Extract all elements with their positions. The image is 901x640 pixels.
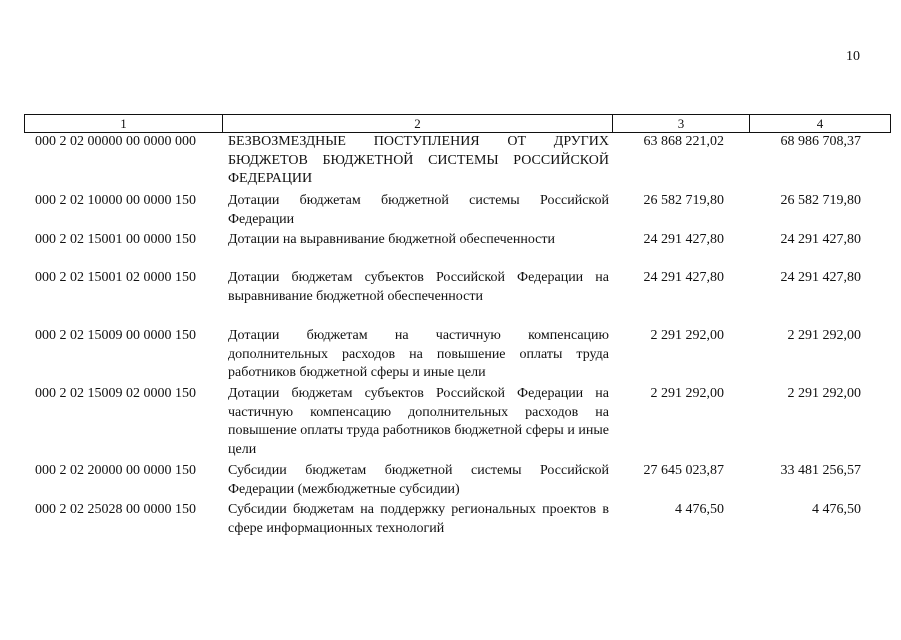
budget-code: 000 2 02 00000 00 0000 000: [35, 134, 196, 149]
value-column-3: 4 476,50: [675, 502, 724, 517]
row-description: Дотации на выравнивание бюджетной обеспеченности: [228, 232, 555, 247]
value-column-4: 24 291 427,80: [780, 270, 861, 285]
column-header-1: 1: [25, 115, 223, 133]
value-column-4: 68 986 708,37: [780, 134, 861, 149]
value-column-4: 4 476,50: [812, 502, 861, 517]
value-column-3: 26 582 719,80: [643, 193, 724, 208]
budget-code: 000 2 02 15009 00 0000 150: [35, 328, 196, 343]
budget-code: 000 2 02 15009 02 0000 150: [35, 386, 196, 401]
value-column-4: 2 291 292,00: [787, 328, 861, 343]
row-description: Дотации бюджетам бюджетной системы Российской Федерации: [228, 193, 609, 227]
value-column-4: 24 291 427,80: [780, 232, 861, 247]
value-column-3: 63 868 221,02: [643, 134, 724, 149]
column-header-4: 4: [750, 115, 891, 133]
row-description: Субсидии бюджетам на поддержку региональных проектов в сфере информационных технологий: [228, 502, 609, 536]
budget-code: 000 2 02 25028 00 0000 150: [35, 502, 196, 517]
value-column-4: 26 582 719,80: [780, 193, 861, 208]
budget-code: 000 2 02 10000 00 0000 150: [35, 193, 196, 208]
value-column-3: 24 291 427,80: [643, 270, 724, 285]
column-header-row: [24, 114, 891, 133]
value-column-4: 2 291 292,00: [787, 386, 861, 401]
row-description: БЕЗВОЗМЕЗДНЫЕ ПОСТУПЛЕНИЯ ОТ ДРУГИХ БЮДЖЕТОВ БЮДЖЕТНОЙ СИСТЕМЫ РОССИЙСКОЙ ФЕДЕРАЦИИ: [228, 134, 609, 186]
budget-code: 000 2 02 15001 00 0000 150: [35, 232, 196, 247]
budget-code: 000 2 02 15001 02 0000 150: [35, 270, 196, 285]
value-column-3: 24 291 427,80: [643, 232, 724, 247]
value-column-3: 2 291 292,00: [650, 386, 724, 401]
budget-code: 000 2 02 20000 00 0000 150: [35, 463, 196, 478]
row-description: Субсидии бюджетам бюджетной системы Российской Федерации (межбюджетные субсидии): [228, 463, 609, 497]
value-column-3: 2 291 292,00: [650, 328, 724, 343]
page-number: 10: [846, 49, 860, 64]
value-column-3: 27 645 023,87: [643, 463, 724, 478]
row-description: Дотации бюджетам на частичную компенсацию дополнительных расходов на повышение оплаты труда работников бюджетной сферы и иные цели: [228, 328, 609, 380]
column-header-3: 3: [613, 115, 750, 133]
column-header-2: 2: [223, 115, 613, 133]
row-description: Дотации бюджетам субъектов Российской Федерации на выравнивание бюджетной обеспеченности: [228, 270, 609, 304]
row-description: Дотации бюджетам субъектов Российской Федерации на частичную компенсацию дополнительных расходов на повышение оплаты труда работников бюджетной сферы и иные цели: [228, 386, 609, 457]
value-column-4: 33 481 256,57: [780, 463, 861, 478]
